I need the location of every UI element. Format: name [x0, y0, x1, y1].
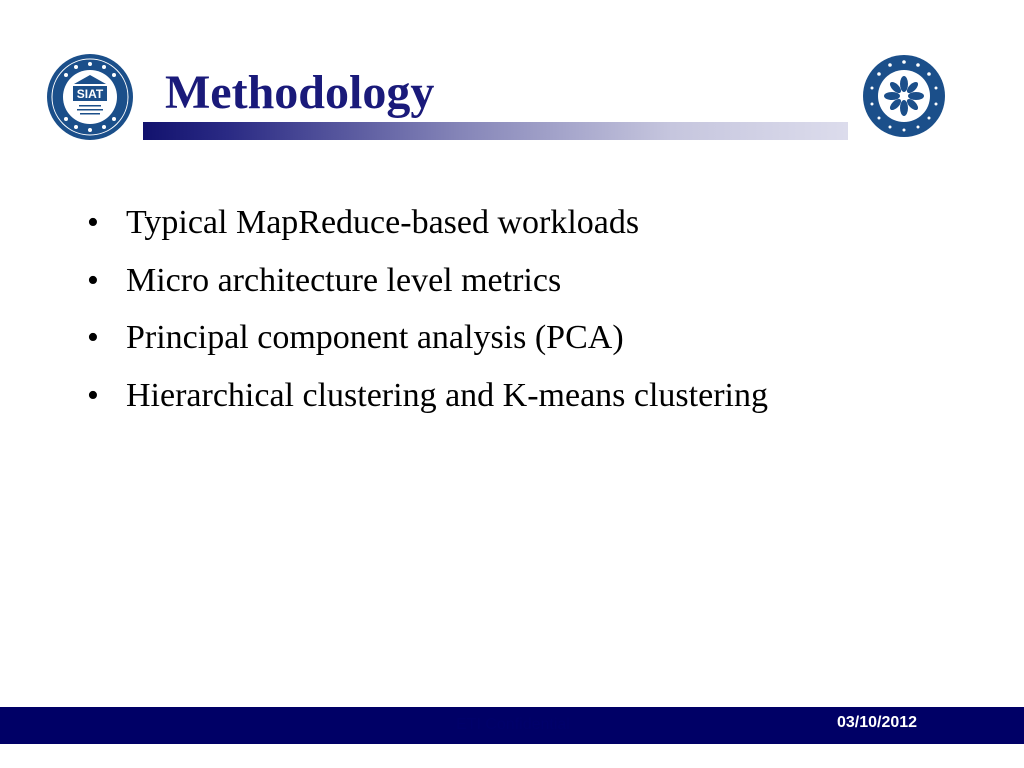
- bullet-text: Typical MapReduce-based workloads: [126, 204, 640, 241]
- bullet-marker: •: [87, 319, 99, 356]
- footer-date: 03/10/2012: [837, 714, 918, 731]
- bullet-item: [84, 194, 768, 252]
- bullet-marker: •: [87, 261, 99, 299]
- bullet-text: Micro architecture level metrics: [126, 261, 562, 299]
- chinese-academy-of-sciences-logo-icon: [862, 54, 946, 138]
- bullet-list: [84, 194, 768, 424]
- bullet-item: [84, 309, 768, 367]
- bullet-item: [84, 367, 768, 425]
- slide-title: Methodology: [165, 66, 435, 119]
- siat-logo-graphic: [46, 53, 134, 141]
- bullet-text: Hierarchical clustering and K-means clustering: [126, 376, 768, 414]
- title-underline-bar: [143, 122, 848, 140]
- siat-logo-icon: [46, 53, 134, 141]
- bullet-item: [84, 252, 768, 310]
- cas-logo-graphic: [862, 54, 946, 138]
- footer-confidential-label: ETI Confidential: [456, 716, 570, 733]
- bullet-text: Principal component analysis (PCA): [126, 319, 624, 356]
- bullet-marker: •: [87, 204, 99, 241]
- siat-logo-text: SIAT: [76, 87, 104, 101]
- bullet-marker: •: [87, 376, 99, 414]
